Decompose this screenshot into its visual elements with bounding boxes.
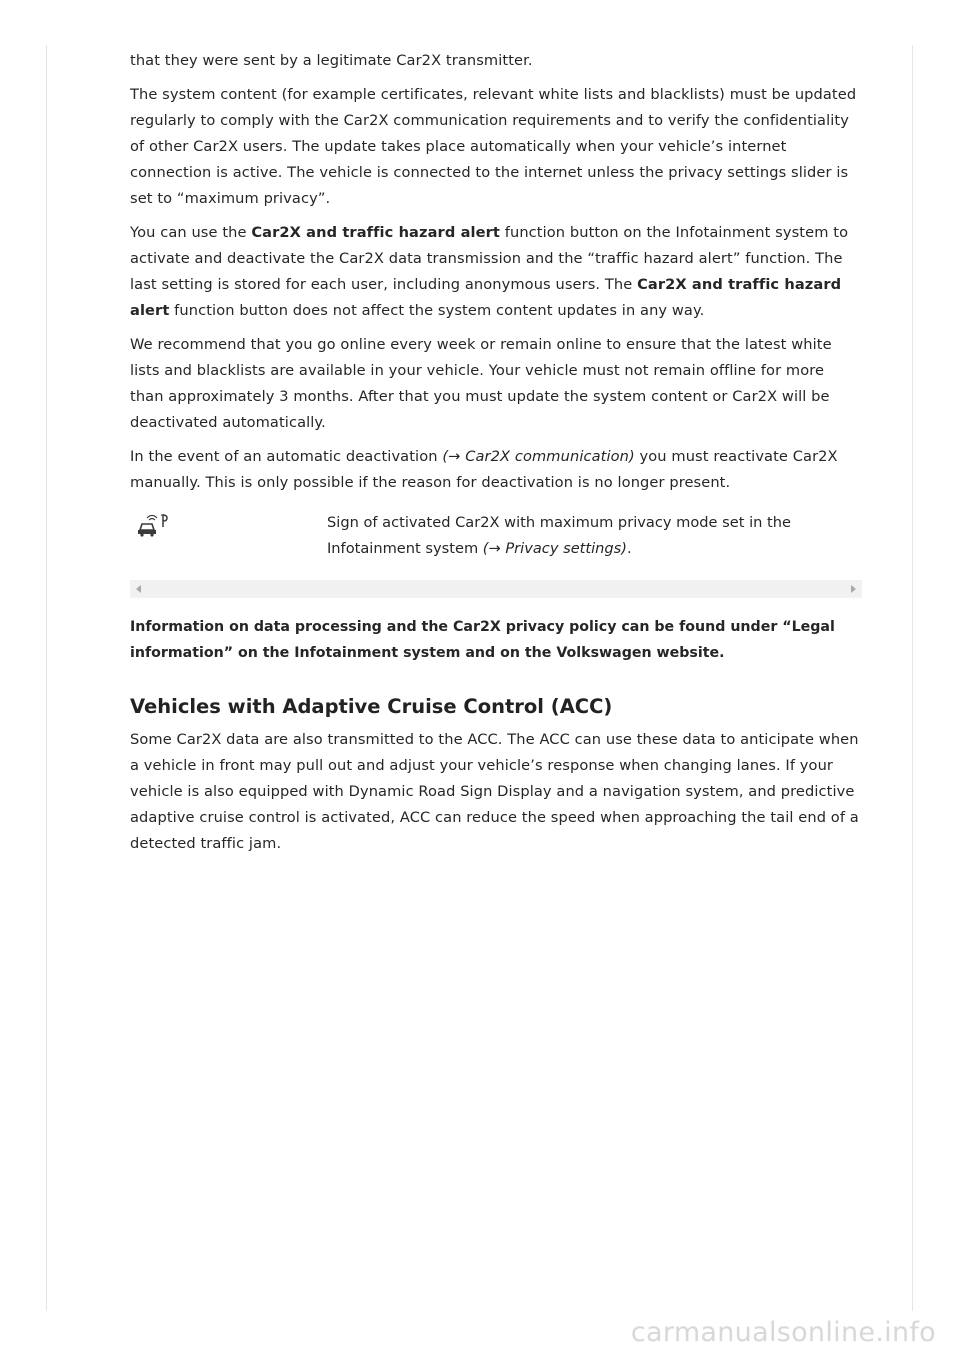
- section-heading: Vehicles with Adaptive Cruise Control (ACC): [130, 695, 613, 718]
- text-fragment: You can use the: [130, 224, 252, 241]
- privacy-note: Information on data processing and the Car2X privacy policy can be found under “Legal information” on the Infotainment system and on the Volkswagen website.: [130, 619, 835, 661]
- scroll-left-arrow-icon[interactable]: [136, 585, 141, 593]
- horizontal-scrollbar[interactable]: [130, 580, 862, 598]
- cross-reference-link[interactable]: (→ Privacy settings): [482, 540, 627, 557]
- page-border-left: [46, 45, 47, 1311]
- text-fragment: In the event of an automatic deactivation: [130, 448, 443, 465]
- text-fragment: .: [626, 540, 632, 557]
- scroll-right-arrow-icon[interactable]: [851, 585, 856, 593]
- paragraph-system-content: The system content (for example certificates, relevant white lists and blacklists) must be updated regularly to comply with the Car2X communication requirements and to verify the confidentiality of other Car2X users. The update takes place automatically when your vehicle’s internet connection is active. The vehicle is connected to the internet unless the privacy settings slider is set to “maximum privacy”.: [130, 86, 857, 207]
- symbol-table-row: [130, 510, 862, 562]
- text-fragment: Sign of activated Car2X with maximum privacy mode set in the Infotainment system: [327, 514, 791, 557]
- paragraph-function-button: [130, 220, 862, 324]
- cross-reference-link[interactable]: (→ Car2X communication): [442, 448, 635, 465]
- paragraph-acc: Some Car2X data are also transmitted to the ACC. The ACC can use these data to anticipate when a vehicle in front may pull out and adjust your vehicle’s response when changing lanes. If your vehicle is also equipped with Dynamic Road Sign Display and a navigation system, and predictive adaptive cruise control is activated, ACC can reduce the speed when approaching the tail end of a detected traffic jam.: [130, 731, 859, 852]
- paragraph-legitimate-transmitter: that they were sent by a legitimate Car2X transmitter.: [130, 52, 533, 69]
- text-fragment: function button does not affect the system content updates in any way.: [169, 302, 705, 319]
- function-button-name: Car2X and traffic hazard alert: [251, 224, 500, 241]
- watermark: carmanualsonline.info: [630, 1317, 936, 1348]
- page-border-right: [912, 45, 913, 1311]
- symbol-description: [327, 510, 862, 562]
- document-content: [130, 48, 862, 865]
- text-fragment: you must reactivate Car2X manually. This is only possible if the reason for deactivation is no longer present.: [130, 448, 838, 491]
- text-fragment: function button on the Infotainment system to activate and deactivate the Car2X data transmission and the “traffic hazard alert” function. The last setting is stored for each user, including anonymous users. The: [130, 224, 849, 293]
- paragraph-automatic-deactivation: [130, 444, 862, 496]
- car2x-privacy-icon: [136, 523, 172, 542]
- function-button-name: Car2X and traffic hazard alert: [130, 276, 842, 319]
- symbol-cell: [130, 510, 327, 562]
- paragraph-go-online: We recommend that you go online every week or remain online to ensure that the latest white lists and blacklists are available in your vehicle. Your vehicle must not remain offline for more than approximately 3 months. After that you must update the system content or Car2X will be deactivated automatically.: [130, 336, 832, 431]
